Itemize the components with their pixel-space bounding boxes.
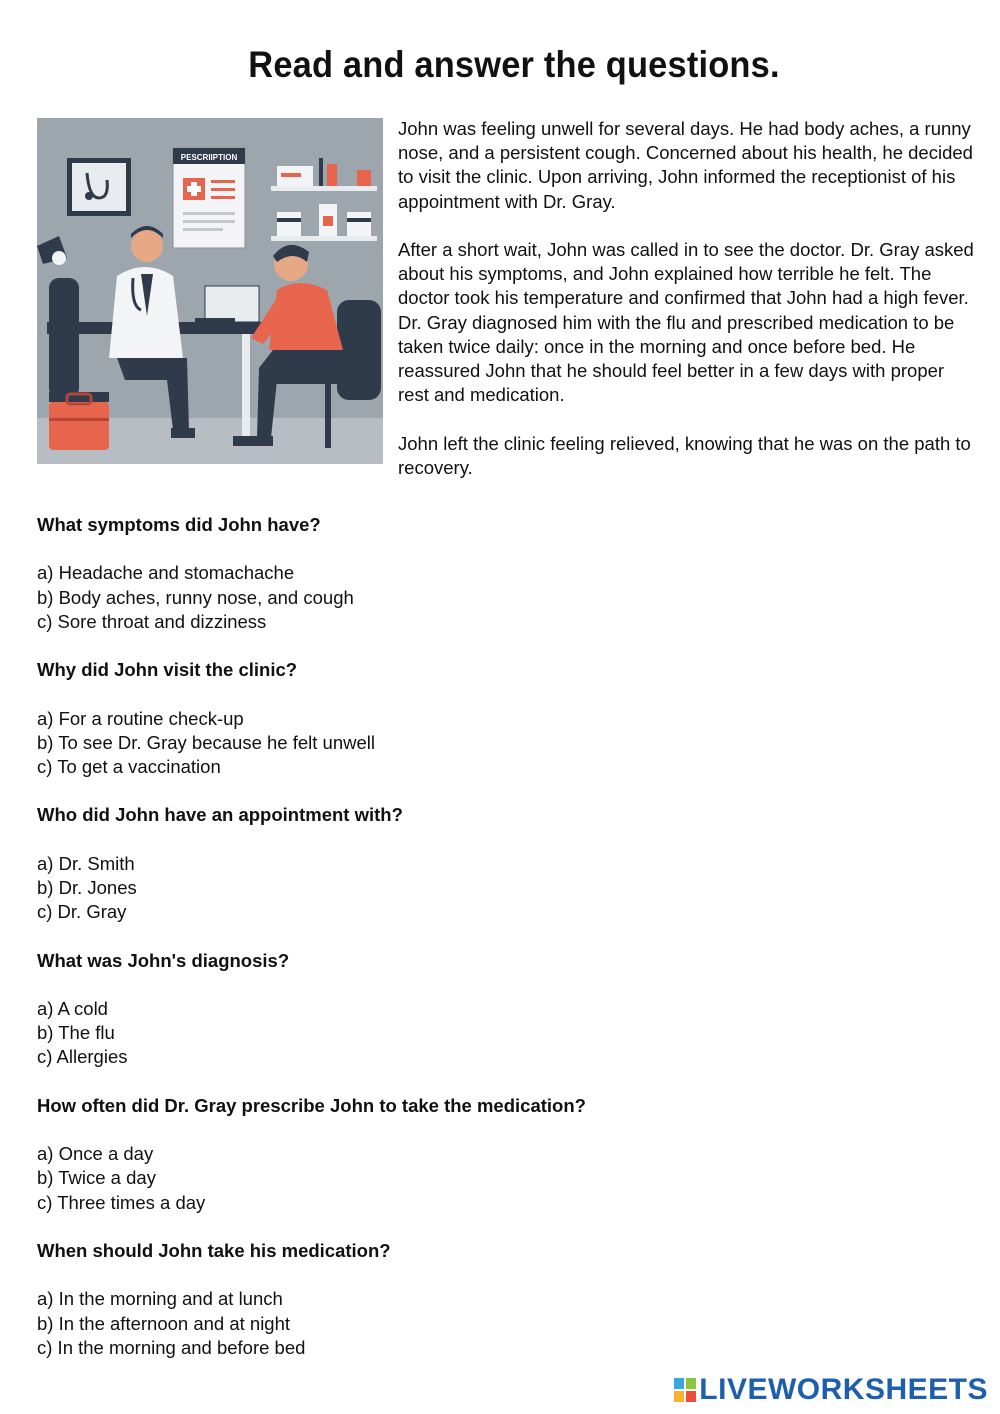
- answer-option: a) In the morning and at lunch: [37, 1288, 283, 1310]
- answer-option: a) For a routine check-up: [37, 707, 244, 729]
- answer-option: b) To see Dr. Gray because he felt unwell: [37, 731, 375, 753]
- prescription-poster: [173, 148, 245, 248]
- answer-option: c) Sore throat and dizziness: [37, 610, 267, 632]
- reading-passage: [398, 117, 978, 504]
- passage-paragraph: John left the clinic feeling relieved, knowing that he was on the path to recovery.: [398, 432, 971, 478]
- passage-paragraph: After a short wait, John was called in to see the doctor. Dr. Gray asked about his symptoms, and John explained how terrible he felt. The doctor took his temperature and confirmed that John had a high fever. Dr. Gray diagnosed him with the flu and prescribed medication to be taken twice daily: once in the morning and once before bed. He reassured John that he should feel better in a few days with proper rest and medication.: [398, 239, 974, 406]
- answer-option: b) Twice a day: [37, 1167, 156, 1189]
- question-list: [37, 513, 937, 1384]
- page-title: Read and answer the questions.: [248, 44, 780, 85]
- question-text: How often did Dr. Gray prescribe John to take the medication?: [37, 1094, 586, 1116]
- question-block: [37, 949, 937, 1070]
- question-block: [37, 1239, 937, 1360]
- question-text: What symptoms did John have?: [37, 514, 321, 535]
- briefcase-icon: [49, 394, 109, 450]
- doctor-visit-illustration: [37, 118, 383, 464]
- answer-option: a) A cold: [37, 997, 108, 1019]
- brand-name: LIVEWORKSHEETS: [699, 1373, 988, 1406]
- passage-paragraph: John was feeling unwell for several days. He had body aches, a runny nose, and a persistent cough. Concerned about his health, he decided to visit the clinic. Upon arriving, John informed the receptionist of his appointment with Dr. Gray.: [398, 118, 973, 212]
- answer-option: b) Body aches, runny nose, and cough: [37, 586, 354, 608]
- question-text: Why did John visit the clinic?: [37, 659, 298, 681]
- answer-option: b) Dr. Jones: [37, 876, 137, 898]
- answer-option: c) Allergies: [37, 1046, 128, 1068]
- answer-option: a) Dr. Smith: [37, 852, 135, 874]
- answer-option: a) Once a day: [37, 1143, 154, 1165]
- answer-option: c) Dr. Gray: [37, 901, 127, 923]
- stethoscope-frame-icon: [67, 158, 131, 216]
- answer-option: b) In the afternoon and at night: [37, 1312, 291, 1334]
- question-block: [37, 1094, 937, 1215]
- question-text: Who did John have an appointment with?: [37, 804, 403, 826]
- answer-option: c) Three times a day: [37, 1191, 206, 1213]
- question-block: [37, 658, 937, 779]
- question-text: When should John take his medication?: [37, 1239, 391, 1261]
- answer-option: c) To get a vaccination: [37, 755, 221, 777]
- answer-option: c) In the morning and before bed: [37, 1336, 306, 1358]
- answer-option: a) Headache and stomachache: [37, 562, 295, 584]
- liveworksheets-logo-icon: [674, 1378, 696, 1402]
- liveworksheets-brand: [674, 1374, 988, 1406]
- poster-label: PESCRIIPTION: [180, 153, 238, 162]
- question-block: [37, 513, 937, 634]
- question-block: [37, 803, 937, 924]
- answer-option: b) The flu: [37, 1022, 115, 1044]
- question-text: What was John's diagnosis?: [37, 949, 290, 971]
